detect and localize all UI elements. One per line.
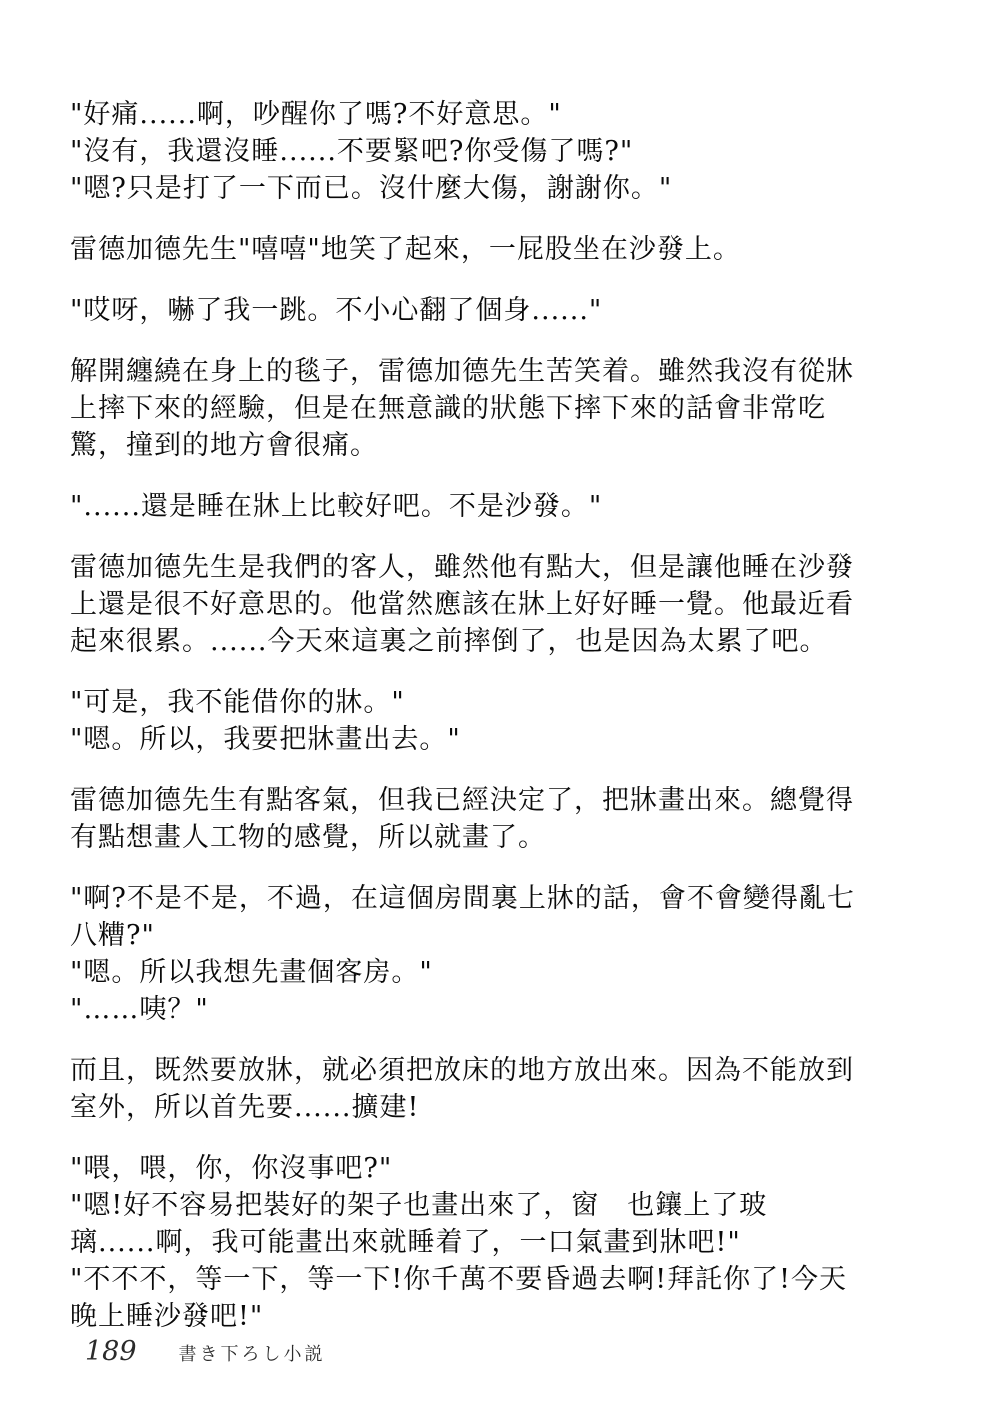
text-line: "哎呀，嚇了我一跳。不小心翻了個身......"	[70, 295, 603, 326]
footer-section-label: 書き下ろし小説	[178, 1344, 326, 1365]
text-line: 上還是很不好意思的。他當然應該在牀上好好睡一覺。他最近看	[70, 589, 854, 620]
paragraph	[70, 292, 930, 329]
text-line: "......還是睡在牀上比較好吧。不是沙發。"	[70, 491, 603, 522]
paragraph	[70, 96, 930, 207]
paragraph	[70, 549, 930, 660]
text-line: 解開纏繞在身上的毯子，雷德加德先生苦笑着。雖然我沒有從牀	[70, 356, 854, 387]
text-line: "喂，喂，你，你沒事吧?"	[70, 1153, 393, 1184]
text-line: 雷德加德先生有點客氣，但我已經決定了，把牀畫出來。總覺得	[70, 785, 854, 816]
text-line: 起來很累。......今天來這裏之前摔倒了，也是因為太累了吧。	[70, 626, 828, 657]
page-number: 189	[85, 1336, 137, 1367]
text-line: "可是，我不能借你的牀。"	[70, 687, 405, 718]
text-line: 有點想畫人工物的感覺，所以就畫了。	[70, 822, 546, 853]
page-footer	[85, 1336, 326, 1367]
text-line: 璃......啊，我可能畫出來就睡着了，一口氣畫到牀吧!"	[70, 1227, 741, 1258]
text-line: "嗯?只是打了一下而已。沒什麼大傷，謝謝你。"	[70, 173, 673, 204]
text-line: 室外，所以首先要......擴建!	[70, 1092, 420, 1123]
text-line: "嗯。所以我想先畫個客房。"	[70, 957, 433, 988]
text-line: 晚上睡沙發吧!"	[70, 1301, 264, 1332]
paragraph	[70, 231, 930, 268]
paragraph	[70, 1052, 930, 1126]
text-line: 雷德加德先生"嘻嘻"地笑了起來，一屁股坐在沙發上。	[70, 234, 741, 265]
paragraph	[70, 488, 930, 525]
paragraph	[70, 1150, 930, 1335]
text-line: 雷德加德先生是我們的客人，雖然他有點大，但是讓他睡在沙發	[70, 552, 854, 583]
text-line: "嗯!好不容易把裝好的架子也畫出來了，窗 也鑲上了玻	[70, 1190, 768, 1221]
text-line: "好痛......啊，吵醒你了嗎?不好意思。"	[70, 99, 562, 130]
text-line: "……咦？"	[70, 994, 209, 1025]
paragraph	[70, 782, 930, 856]
text-line: "沒有，我還沒睡......不要緊吧?你受傷了嗎?"	[70, 136, 634, 167]
text-line: "不不不，等一下，等一下!你千萬不要昏過去啊!拜託你了!今天	[70, 1264, 847, 1295]
text-line: "啊?不是不是，不過，在這個房間裏上牀的話，會不會變得亂七	[70, 883, 855, 914]
paragraph	[70, 880, 930, 1028]
body-text	[70, 96, 930, 1359]
paragraph	[70, 353, 930, 464]
text-line: 上摔下來的經驗，但是在無意識的狀態下摔下來的話會非常吃	[70, 393, 826, 424]
text-line: 而且，既然要放牀，就必須把放床的地方放出來。因為不能放到	[70, 1055, 854, 1086]
text-line: 驚，撞到的地方會很痛。	[70, 430, 378, 461]
text-line: 八糟?"	[70, 920, 155, 951]
paragraph	[70, 684, 930, 758]
text-line: "嗯。所以，我要把牀畫出去。"	[70, 724, 461, 755]
